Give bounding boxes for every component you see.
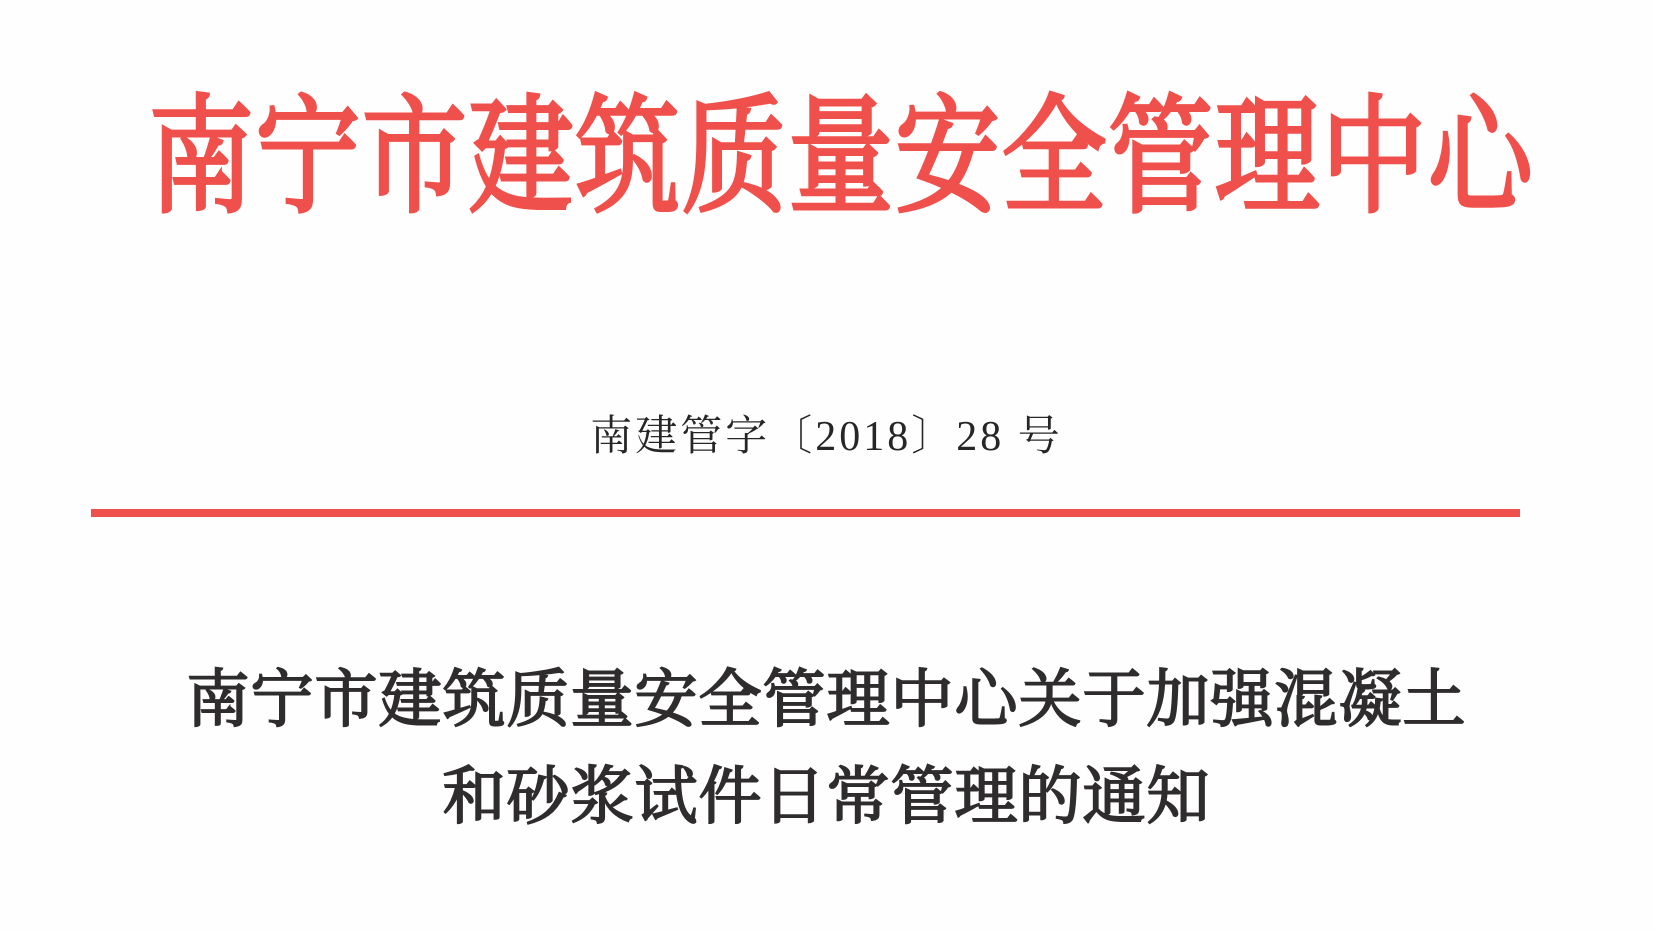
letterhead-divider-line [91, 509, 1520, 517]
letterhead-agency-name: 南宁市建筑质量安全管理中心 [148, 87, 1535, 229]
document-title-line1: 南宁市建筑质量安全管理中心关于加强混凝土 [186, 665, 1467, 735]
document-title [0, 652, 1653, 846]
document-title-line2: 和砂浆试件日常管理的通知 [442, 762, 1211, 832]
document-reference-number: 南建管字〔2018〕28 号 [590, 414, 1063, 460]
